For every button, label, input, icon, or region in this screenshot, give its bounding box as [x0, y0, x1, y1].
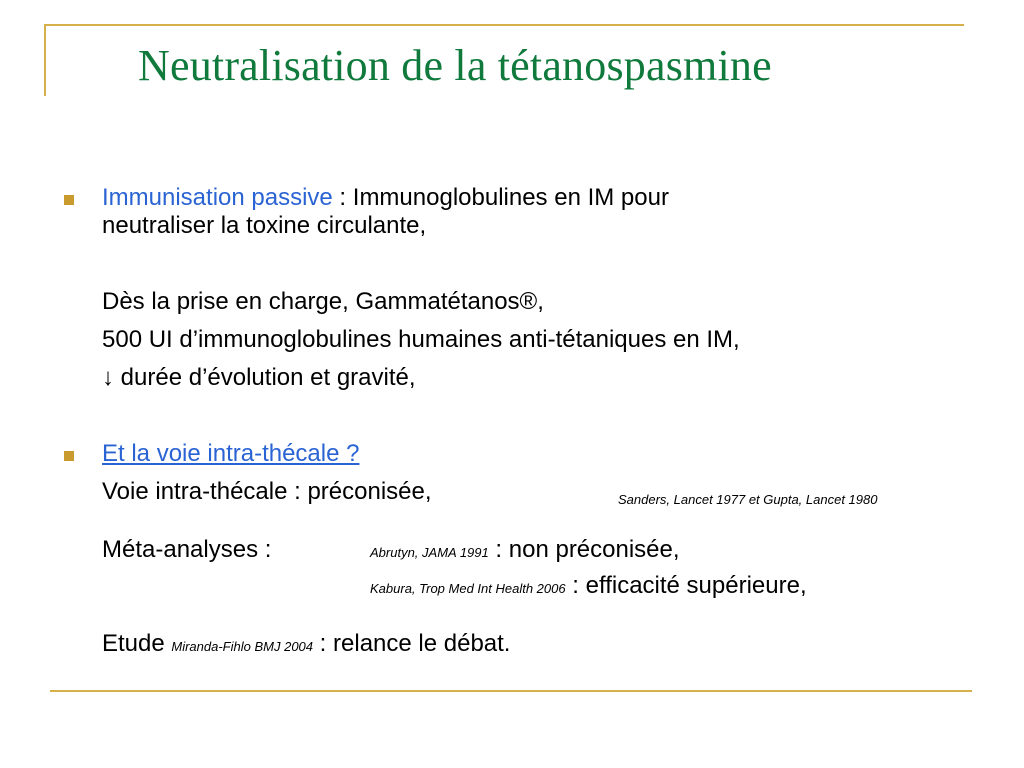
bullet1-first-line	[102, 184, 669, 212]
bullet1-line2: neutraliser la toxine circulante,	[102, 212, 427, 239]
bullet1-line5: ↓ durée d’évolution et gravité,	[102, 364, 416, 391]
meta-analyses-label: Méta-analyses :	[102, 536, 272, 563]
intrathecal-link-line	[102, 440, 359, 468]
meta-analysis-2-line	[370, 572, 807, 603]
etude-text: : relance le débat.	[313, 630, 511, 657]
meta-analysis-1-citation: Abrutyn, JAMA 1991	[370, 545, 489, 560]
etude-citation: Miranda-Fihlo BMJ 2004	[171, 639, 314, 654]
etude-line	[102, 630, 510, 661]
top-border-rule	[44, 24, 964, 26]
etude-label: Etude	[102, 630, 172, 657]
bullet1-line4: 500 UI d’immunoglobulines humaines anti-tétaniques en IM,	[102, 326, 740, 353]
voie-intrathecale-line: Voie intra-thécale : préconisée,	[102, 478, 432, 505]
meta-analysis-1-text: : non préconisée,	[488, 536, 680, 563]
meta-analysis-1-line	[370, 536, 680, 567]
intrathecal-link[interactable]: Et la voie intra-thécale ?	[102, 440, 360, 467]
meta-analysis-2-text: : efficacité supérieure,	[565, 572, 807, 599]
bullet1-line3: Dès la prise en charge, Gammatétanos®,	[102, 288, 544, 315]
slide-title: Neutralisation de la tétanospasmine	[138, 41, 772, 90]
meta-analysis-2-citation: Kabura, Trop Med Int Health 2006	[370, 581, 566, 596]
passive-immunization-heading: Immunisation passive	[102, 184, 333, 211]
left-border-rule	[44, 24, 46, 96]
bottom-border-rule	[50, 690, 972, 692]
bullet-square-icon	[64, 195, 74, 205]
bullet1-heading-rest: : Immunoglobulines en IM pour	[332, 184, 669, 211]
voie-citation-line	[618, 483, 877, 514]
bullet-square-icon	[64, 451, 74, 461]
voie-citation: Sanders, Lancet 1977 et Gupta, Lancet 1980	[618, 492, 878, 507]
